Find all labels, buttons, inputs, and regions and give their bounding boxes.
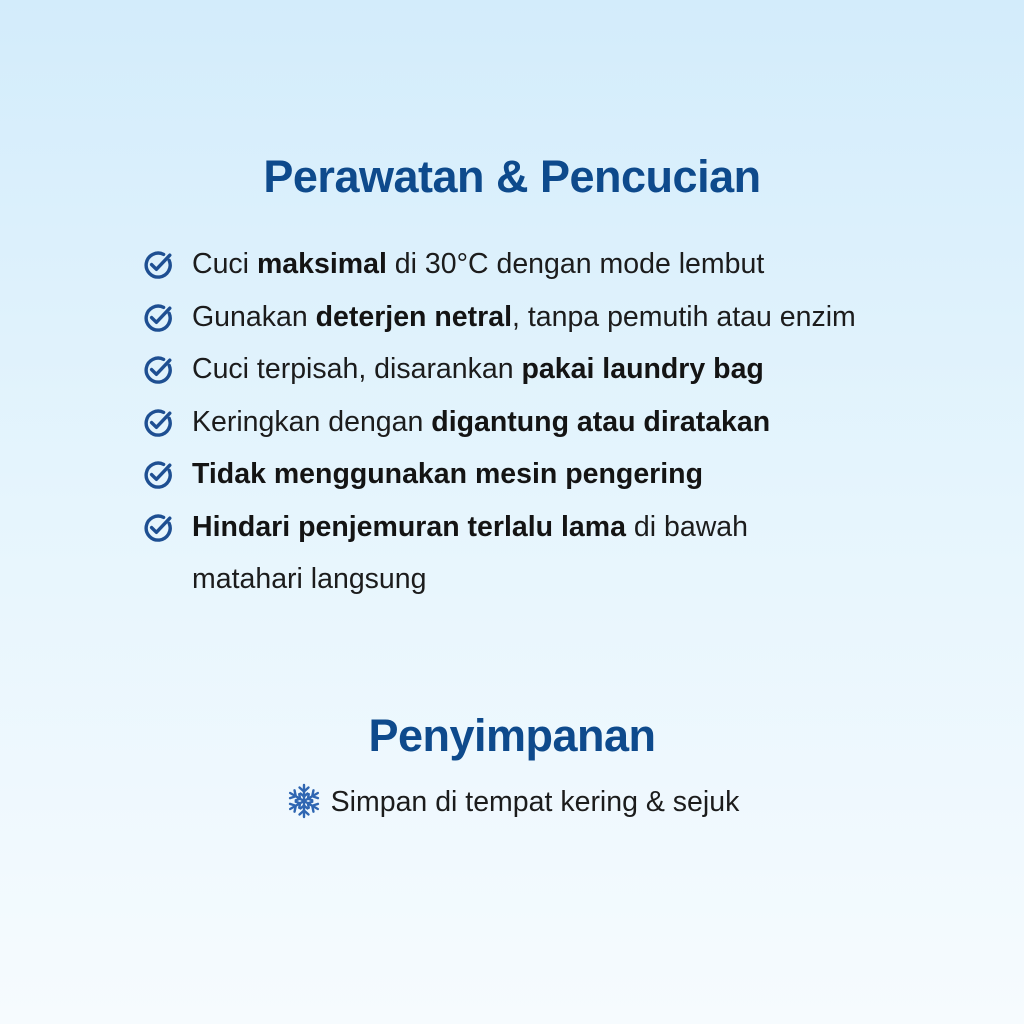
care-item <box>143 238 1003 291</box>
care-item-text: Cuci terpisah, disarankan <box>192 353 522 385</box>
storage-text: Simpan di tempat kering & sejuk <box>330 786 740 818</box>
care-item-emphasis: maksimal <box>256 248 387 280</box>
care-item-emphasis: pakai laundry bag <box>521 353 764 385</box>
care-item-text: Keringkan dengan <box>192 405 432 438</box>
care-list <box>143 238 1003 606</box>
care-item <box>143 343 1003 396</box>
check-circle-icon <box>143 250 173 280</box>
check-circle-icon <box>143 303 173 333</box>
care-item <box>143 291 1003 344</box>
care-item <box>143 396 1003 449</box>
care-item-text: di 30°C dengan mode lembut <box>386 248 765 280</box>
care-item-text: di bawah matahari langsung <box>192 510 748 595</box>
snowflake-icon <box>285 782 323 820</box>
check-circle-icon <box>143 355 173 385</box>
care-section-title: Perawatan & Pencucian <box>263 151 761 202</box>
care-item <box>143 448 1003 501</box>
check-circle-icon <box>143 513 173 543</box>
care-item-emphasis: digantung atau diratakan <box>431 405 771 438</box>
storage-instruction <box>0 780 1024 824</box>
care-item-emphasis: Tidak menggunakan mesin pengering <box>192 458 703 490</box>
check-circle-icon <box>143 408 173 438</box>
care-item-text: Cuci <box>192 248 257 280</box>
care-item-text: , tanpa pemutih atau enzim <box>512 300 856 333</box>
check-circle-icon <box>143 460 173 490</box>
care-item-emphasis: deterjen netral <box>315 300 512 333</box>
storage-section-title: Penyimpanan <box>368 710 656 761</box>
care-item <box>143 501 832 606</box>
care-item-text: Gunakan <box>192 300 316 333</box>
care-item-emphasis: Hindari penjemuran terlalu lama <box>192 510 626 543</box>
